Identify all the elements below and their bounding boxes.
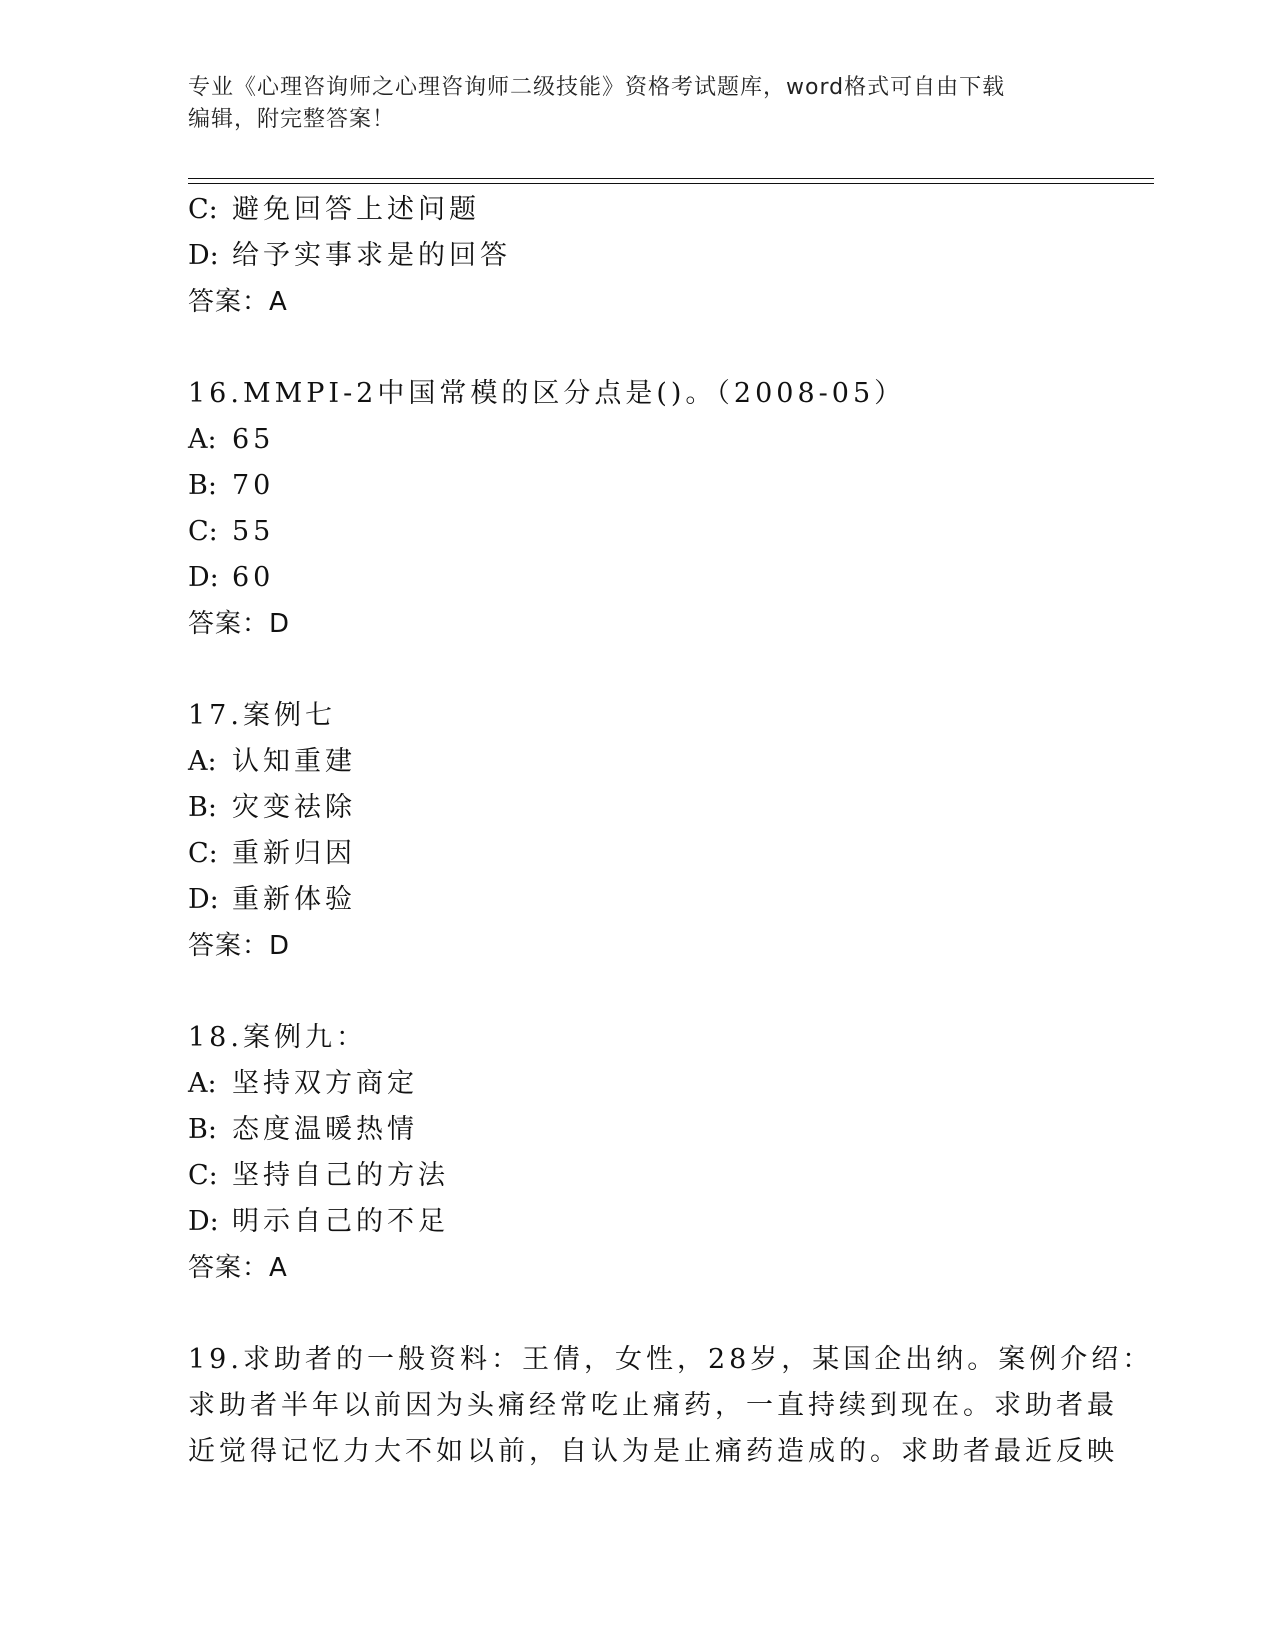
question-16 (188, 371, 1108, 647)
page-header (188, 72, 1068, 136)
spacer (188, 1291, 1108, 1337)
spacer (188, 969, 1108, 1015)
option-d: D: 重新体验 (188, 884, 356, 915)
question-stem: 16.MMPI-2中国常模的区分点是()。（2008-05） (188, 378, 906, 409)
answer: 答案：A (188, 1253, 288, 1283)
option-c: C: 重新归因 (188, 838, 356, 869)
option-d: D: 明示自己的不足 (188, 1206, 449, 1237)
option-b: B: 态度温暖热情 (188, 1114, 418, 1145)
option-c: C: 坚持自己的方法 (188, 1160, 449, 1191)
question-18 (188, 1015, 1108, 1291)
question-17 (188, 693, 1108, 969)
option-c: C: 55 (188, 516, 275, 547)
option-d: D: 给予实事求是的回答 (188, 240, 511, 271)
question-text-line: 近觉得记忆力大不如以前，自认为是止痛药造成的。求助者最近反映 (188, 1436, 1118, 1467)
question-text-line: 19.求助者的一般资料：王倩，女性，28岁，某国企出纳。案例介绍： (188, 1344, 1154, 1375)
question-15-continuation (188, 187, 1108, 325)
question-stem: 17.案例七 (188, 700, 336, 731)
option-c: C: 避免回答上述问题 (188, 194, 480, 225)
option-a: A: 65 (188, 424, 275, 455)
question-19 (188, 1337, 1154, 1475)
option-d: D: 60 (188, 562, 275, 593)
answer: 答案：A (188, 287, 288, 317)
header-line-2: 编辑，附完整答案！ (188, 107, 396, 132)
spacer (188, 647, 1108, 693)
header-rule-top (188, 178, 1154, 179)
header-line-1: 专业《心理咨询师之心理咨询师二级技能》资格考试题库，word格式可自由下载 (188, 75, 1006, 100)
question-content (188, 187, 1154, 1475)
answer: 答案：D (188, 931, 291, 961)
spacer (188, 325, 1108, 371)
option-b: B: 灾变祛除 (188, 792, 356, 823)
answer: 答案：D (188, 609, 291, 639)
option-a: A: 坚持双方商定 (188, 1068, 418, 1099)
header-rule-bottom (188, 183, 1154, 184)
question-stem: 18.案例九： (188, 1022, 367, 1053)
option-b: B: 70 (188, 470, 275, 501)
option-a: A: 认知重建 (188, 746, 356, 777)
question-text-line: 求助者半年以前因为头痛经常吃止痛药，一直持续到现在。求助者最 (188, 1390, 1118, 1421)
